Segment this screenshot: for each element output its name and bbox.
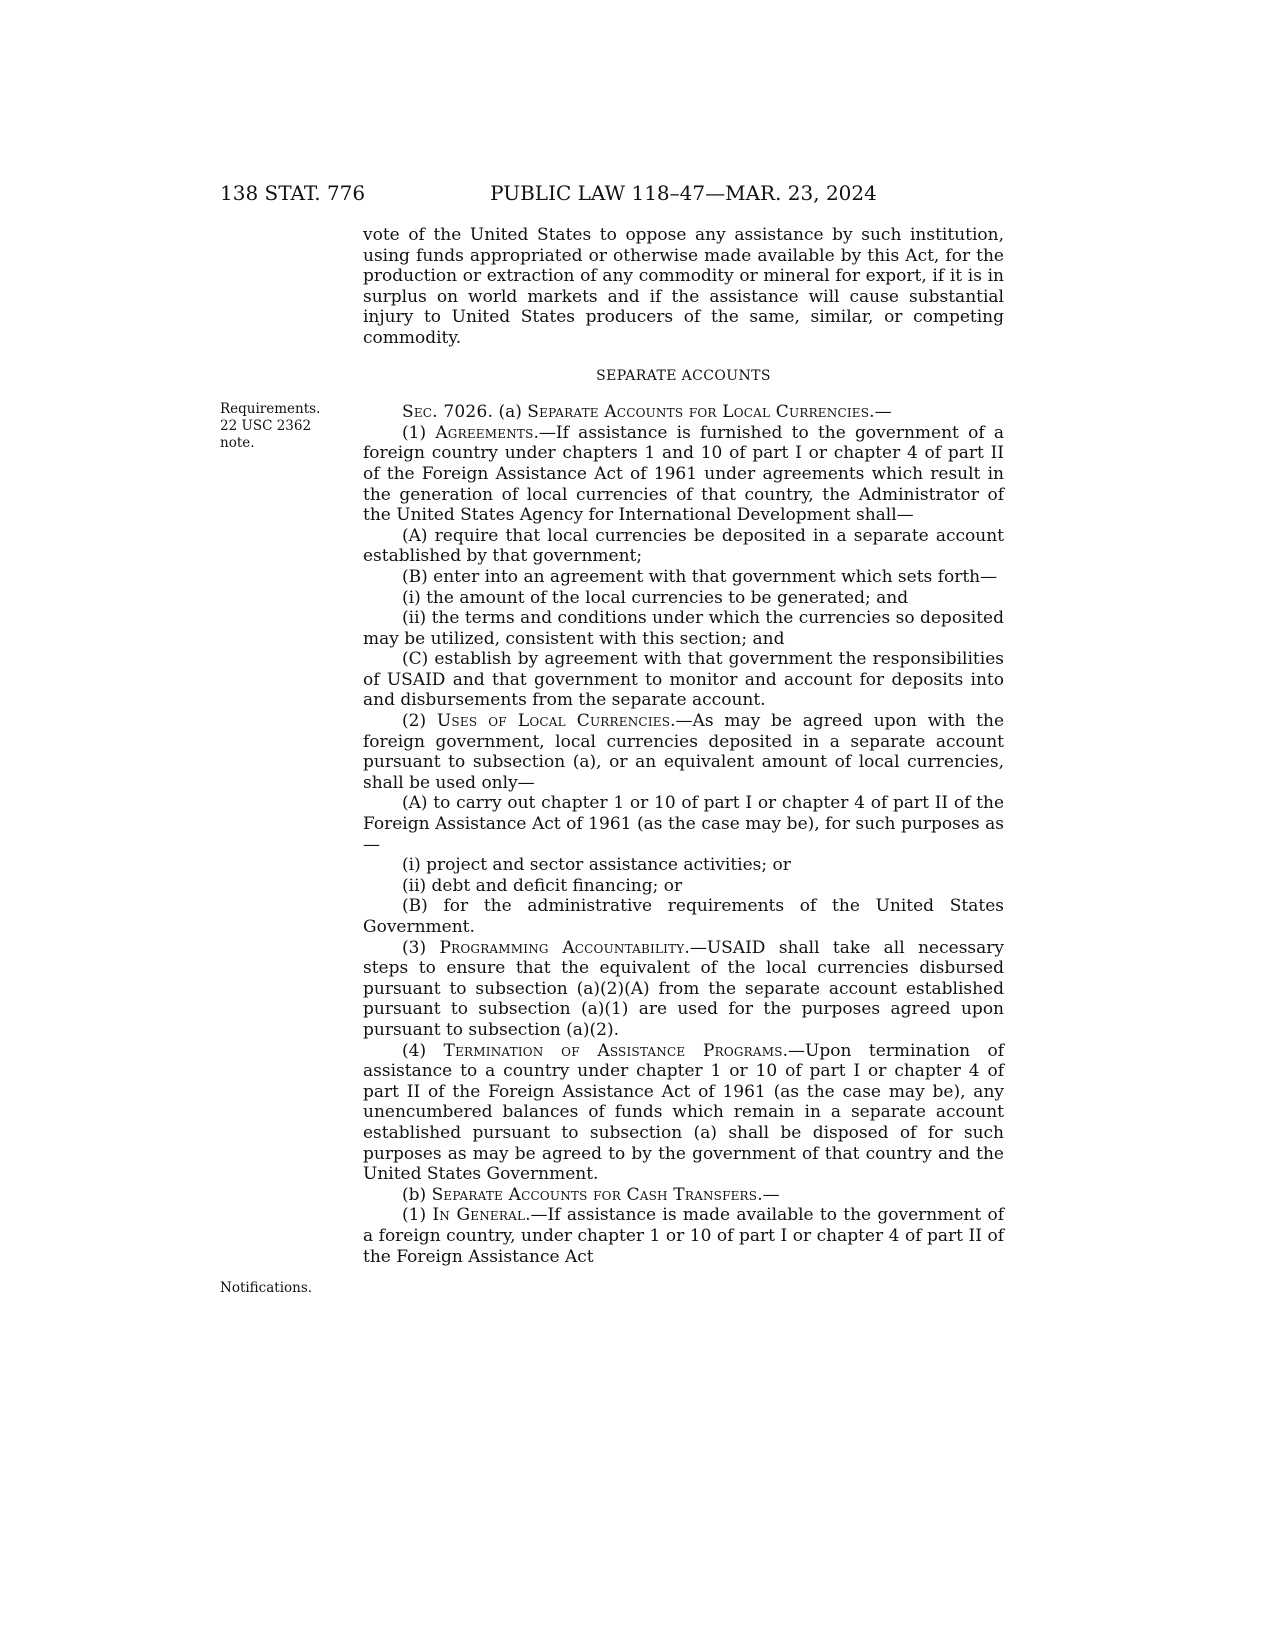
para-a-1-C [363, 649, 1004, 711]
body-text: .—As may be agreed upon with the foreign government, local currencies deposited in a separate account pursuant to subsection (a), or an equivalent amount of local currencies, shall be used only— [363, 711, 1004, 793]
margin-note-notifications [220, 1280, 358, 1297]
body-text: (4) [402, 1040, 444, 1061]
margin-note-line: Requirements. [220, 401, 321, 417]
small-caps-text: Termination of Assistance Programs [443, 1040, 783, 1061]
body-text: (ii) the terms and conditions under which the currencies so deposited may be utilized, consistent with this section; and [363, 608, 1004, 649]
para-a-2 [363, 711, 1004, 793]
public-law-header: PUBLIC LAW 118–47—MAR. 23, 2024 [490, 181, 877, 205]
small-caps-text: Programming Accountability [439, 937, 685, 958]
body-text: .—USAID shall take all necessary steps to ensure that the equivalent of the local currencies disbursed pursuant to subsection (a)(2)(A) from the separate account established pursuant to subsection (a)(1) are used for the purposes agreed upon pursuant to subsection (a)(2). [363, 937, 1005, 1040]
sec-7026-a [363, 402, 1004, 423]
para-a-2-B [363, 896, 1004, 937]
body-text: (2) [402, 711, 437, 732]
para-a-1-B-i [363, 588, 1004, 609]
para-b-1 [363, 1205, 1004, 1267]
small-caps-text: Sec. 7026. [402, 402, 494, 423]
body-text: (C) establish by agreement with that government the responsibilities of USAID and that government to monitor and account for deposits into and disbursements from the separate account. [363, 649, 1004, 711]
margin-note-requirements [220, 401, 358, 452]
body-text: .—Upon termination of assistance to a country under chapter 1 or 10 of part I or chapter 4 of part II of the Foreign Assistance Act of 1961 (as the case may be), any unencumbered balances of funds which remain in a separate account established pursuant to subsection (a) shall be disposed of for such purposes as may be agreed to by the government of that country and the United States Government. [363, 1040, 1004, 1185]
body-text: (ii) debt and deficit financing; or [402, 875, 683, 896]
body-text: SEPARATE ACCOUNTS [596, 367, 771, 384]
small-caps-text: Agreements [435, 422, 534, 443]
body-text: .—If assistance is made available to the government of a foreign country, under chapter 1 or 10 of part I or chapter 4 of part II of the Foreign Assistance Act [363, 1205, 1005, 1267]
body-text: (a) [493, 402, 528, 423]
para-a-3 [363, 938, 1004, 1041]
body-text: .—If assistance is furnished to the government of a foreign country under chapters 1 and 10 of part I or chapter 4 of part II of the Foreign Assistance Act of 1961 under agreements which result in the generation of local currencies of that country, the Administrator of the United States Agency for International Development shall— [363, 422, 1004, 526]
small-caps-text: In General [432, 1205, 526, 1226]
body-text: (3) [402, 937, 440, 958]
body-text: (i) the amount of the local currencies to be generated; and [402, 587, 909, 608]
body-text: (b) [402, 1184, 432, 1205]
body-text: (B) enter into an agreement with that government which sets forth— [402, 566, 998, 587]
body-text: (A) to carry out chapter 1 or 10 of part I or chapter 4 of part II of the Foreign Assistance Act of 1961 (as the case may be), for such purposes as— [363, 793, 1004, 855]
para-a-1-B-ii [363, 608, 1004, 649]
margin-note-line: 22 USC 2362 [220, 418, 312, 434]
para-a-1 [363, 423, 1004, 526]
body-text: vote of the United States to oppose any assistance by such institution, using funds appropriated or otherwise made available by this Act, for the production or extraction of any commodity or mineral for export, if it is in surplus on world markets and if the assistance will cause substantial injury to United States producers of the same, similar, or competing commodity. [363, 225, 1004, 348]
margin-note-line: Notifications. [220, 1280, 313, 1296]
para-a-2-A [363, 793, 1004, 855]
body-text: (i) project and sector assistance activities; or [402, 855, 791, 876]
body-text: .— [869, 402, 892, 423]
continuation-paragraph [363, 225, 1004, 349]
para-a-2-A-ii [363, 876, 1004, 897]
body-text: (A) require that local currencies be deposited in a separate account established by that government; [363, 525, 1004, 567]
small-caps-text: Separate Accounts for Local Currencies [527, 402, 870, 423]
section-heading [363, 366, 1004, 387]
body-text: (1) [402, 1205, 433, 1226]
stat-page-number: 138 STAT. 776 [220, 181, 366, 205]
small-caps-text: Uses of Local Currencies [436, 711, 671, 732]
body-text: (1) [402, 422, 436, 443]
para-a-1-B [363, 567, 1004, 588]
para-a-2-A-i [363, 855, 1004, 876]
small-caps-text: Separate Accounts for Cash Transfers [431, 1184, 758, 1205]
margin-note-line: note. [220, 435, 255, 451]
body-text: .— [757, 1184, 780, 1205]
statute-body [363, 225, 1004, 1267]
body-text: (B) for the administrative requirements of the United States Government. [363, 896, 1004, 937]
sec-7026-b [363, 1185, 1004, 1206]
para-a-4 [363, 1041, 1004, 1185]
para-a-1-A [363, 526, 1004, 567]
